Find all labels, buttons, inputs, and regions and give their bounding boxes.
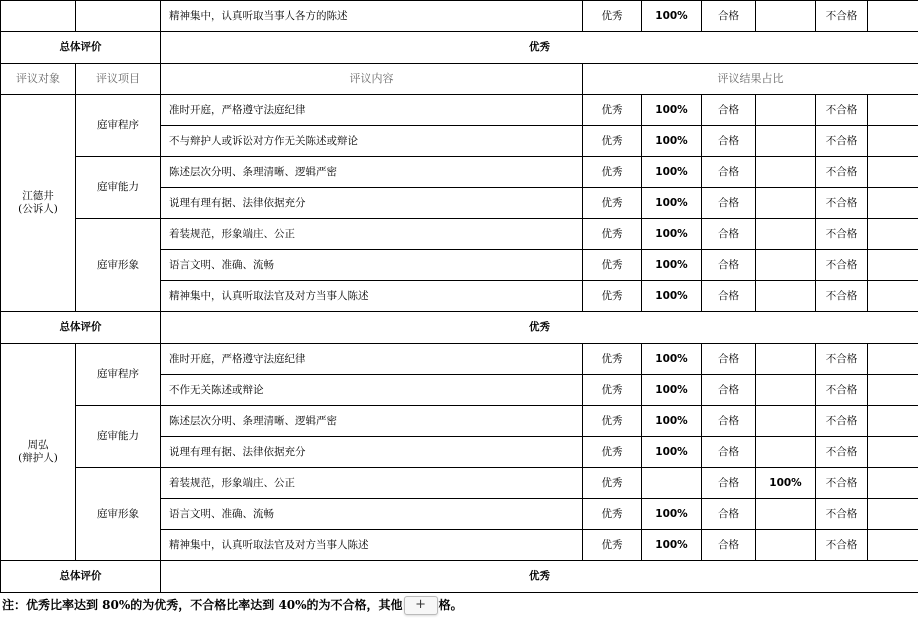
content-cell: 陈述层次分明、条理清晰、逻辑严密 [161, 406, 583, 437]
table-row [1, 1, 918, 32]
pass-pct-cell [756, 281, 816, 312]
pass-pct-cell [756, 437, 816, 468]
fail-pct-cell [868, 95, 918, 126]
excellent-pct-cell: 100% [642, 1, 702, 32]
fail-cell: 不合格 [816, 1, 868, 32]
excellent-cell: 优秀 [583, 1, 642, 32]
excellent-cell: 优秀 [583, 499, 642, 530]
table-row [1, 219, 918, 250]
pass-pct-cell [756, 219, 816, 250]
fail-cell: 不合格 [816, 126, 868, 157]
fail-pct-cell [868, 157, 918, 188]
content-cell: 不与辩护人或诉讼对方作无关陈述或辩论 [161, 126, 583, 157]
fail-cell: 不合格 [816, 188, 868, 219]
fail-cell: 不合格 [816, 281, 868, 312]
excellent-pct-cell: 100% [642, 375, 702, 406]
subject-name: 江德井 [22, 190, 54, 203]
item-cell: 庭审程序 [76, 95, 161, 157]
pass-cell: 合格 [702, 437, 756, 468]
excellent-pct-cell: 100% [642, 95, 702, 126]
table-row [1, 344, 918, 375]
content-cell: 精神集中，认真听取当事人各方的陈述 [161, 1, 583, 32]
excellent-pct-cell: 100% [642, 344, 702, 375]
fail-pct-cell [868, 1, 918, 32]
pass-cell: 合格 [702, 468, 756, 499]
footnote [2, 596, 463, 615]
summary-value: 优秀 [161, 32, 918, 64]
pass-cell: 合格 [702, 530, 756, 561]
content-cell: 不作无关陈述或辩论 [161, 375, 583, 406]
summary-label: 总体评价 [1, 312, 161, 344]
excellent-cell: 优秀 [583, 157, 642, 188]
table-row [1, 468, 918, 499]
pass-cell: 合格 [702, 219, 756, 250]
pass-pct-cell [756, 250, 816, 281]
item-cell: 庭审能力 [76, 406, 161, 468]
pass-pct-cell [756, 126, 816, 157]
item-cell [76, 1, 161, 32]
excellent-cell: 优秀 [583, 219, 642, 250]
pass-cell: 合格 [702, 281, 756, 312]
excellent-cell: 优秀 [583, 188, 642, 219]
header-content: 评议内容 [161, 64, 583, 95]
pass-cell: 合格 [702, 1, 756, 32]
fail-pct-cell [868, 437, 918, 468]
summary-label: 总体评价 [1, 561, 161, 593]
table-row [1, 406, 918, 437]
excellent-pct-cell: 100% [642, 437, 702, 468]
fail-pct-cell [868, 375, 918, 406]
excellent-pct-cell: 100% [642, 126, 702, 157]
fail-cell: 不合格 [816, 344, 868, 375]
excellent-pct-cell [642, 468, 702, 499]
subject-cell [1, 344, 76, 561]
fail-pct-cell [868, 188, 918, 219]
content-cell: 准时开庭，严格遵守法庭纪律 [161, 95, 583, 126]
summary-row [1, 312, 918, 344]
summary-row [1, 561, 918, 593]
item-cell: 庭审能力 [76, 157, 161, 219]
subject-name: 周弘 [27, 439, 49, 452]
fail-pct-cell [868, 219, 918, 250]
fail-pct-cell [868, 250, 918, 281]
excellent-pct-cell: 100% [642, 499, 702, 530]
excellent-pct-cell: 100% [642, 219, 702, 250]
fail-pct-cell [868, 468, 918, 499]
subject-role: (公诉人) [18, 203, 58, 215]
pass-cell: 合格 [702, 344, 756, 375]
item-cell: 庭审程序 [76, 344, 161, 406]
fail-cell: 不合格 [816, 437, 868, 468]
fail-cell: 不合格 [816, 219, 868, 250]
pass-pct-cell: 100% [756, 468, 816, 499]
pass-cell: 合格 [702, 157, 756, 188]
fail-cell: 不合格 [816, 95, 868, 126]
excellent-cell: 优秀 [583, 250, 642, 281]
subject-cell [1, 1, 76, 32]
excellent-cell: 优秀 [583, 95, 642, 126]
plus-button[interactable]: + [404, 596, 438, 615]
summary-value: 优秀 [161, 561, 918, 593]
excellent-pct-cell: 100% [642, 530, 702, 561]
content-cell: 说理有理有据、法律依据充分 [161, 437, 583, 468]
fail-cell: 不合格 [816, 375, 868, 406]
header-item: 评议项目 [76, 64, 161, 95]
excellent-cell: 优秀 [583, 281, 642, 312]
pass-cell: 合格 [702, 499, 756, 530]
content-cell: 语言文明、准确、流畅 [161, 250, 583, 281]
excellent-cell: 优秀 [583, 344, 642, 375]
pass-cell: 合格 [702, 126, 756, 157]
fail-pct-cell [868, 281, 918, 312]
excellent-cell: 优秀 [583, 530, 642, 561]
content-cell: 精神集中，认真听取法官及对方当事人陈述 [161, 281, 583, 312]
fail-pct-cell [868, 126, 918, 157]
excellent-cell: 优秀 [583, 468, 642, 499]
content-cell: 说理有理有据、法律依据充分 [161, 188, 583, 219]
pass-cell: 合格 [702, 250, 756, 281]
footnote-text: 注：优秀比率达到 80%的为优秀，不合格比率达到 40%的为不合格，其他 [2, 598, 403, 612]
summary-value: 优秀 [161, 312, 918, 344]
fail-cell: 不合格 [816, 468, 868, 499]
content-cell: 精神集中，认真听取法官及对方当事人陈述 [161, 530, 583, 561]
evaluation-table-body [1, 1, 918, 593]
pass-pct-cell [756, 406, 816, 437]
excellent-pct-cell: 100% [642, 188, 702, 219]
excellent-pct-cell: 100% [642, 250, 702, 281]
header-row [1, 64, 918, 95]
content-cell: 着装规范，形象端庄、公正 [161, 468, 583, 499]
excellent-pct-cell: 100% [642, 406, 702, 437]
excellent-cell: 优秀 [583, 406, 642, 437]
footnote-text-end: 格。 [438, 598, 463, 612]
header-subject: 评议对象 [1, 64, 76, 95]
pass-cell: 合格 [702, 406, 756, 437]
header-result: 评议结果占比 [583, 64, 918, 95]
pass-cell: 合格 [702, 375, 756, 406]
subject-cell [1, 95, 76, 312]
excellent-pct-cell: 100% [642, 157, 702, 188]
content-cell: 着装规范，形象端庄、公正 [161, 219, 583, 250]
fail-pct-cell [868, 344, 918, 375]
item-cell: 庭审形象 [76, 219, 161, 312]
excellent-cell: 优秀 [583, 437, 642, 468]
excellent-pct-cell: 100% [642, 281, 702, 312]
summary-label: 总体评价 [1, 32, 161, 64]
content-cell: 准时开庭，严格遵守法庭纪律 [161, 344, 583, 375]
pass-pct-cell [756, 157, 816, 188]
fail-cell: 不合格 [816, 530, 868, 561]
pass-cell: 合格 [702, 188, 756, 219]
pass-pct-cell [756, 375, 816, 406]
content-cell: 语言文明、准确、流畅 [161, 499, 583, 530]
fail-pct-cell [868, 530, 918, 561]
summary-row [1, 32, 918, 64]
pass-cell: 合格 [702, 95, 756, 126]
table-row [1, 157, 918, 188]
pass-pct-cell [756, 530, 816, 561]
table-row [1, 95, 918, 126]
content-cell: 陈述层次分明、条理清晰、逻辑严密 [161, 157, 583, 188]
pass-pct-cell [756, 95, 816, 126]
fail-cell: 不合格 [816, 157, 868, 188]
pass-pct-cell [756, 499, 816, 530]
pass-pct-cell [756, 1, 816, 32]
fail-pct-cell [868, 499, 918, 530]
pass-pct-cell [756, 344, 816, 375]
subject-role: (辩护人) [18, 452, 58, 464]
excellent-cell: 优秀 [583, 375, 642, 406]
fail-cell: 不合格 [816, 499, 868, 530]
item-cell: 庭审形象 [76, 468, 161, 561]
fail-cell: 不合格 [816, 406, 868, 437]
excellent-cell: 优秀 [583, 126, 642, 157]
fail-cell: 不合格 [816, 250, 868, 281]
pass-pct-cell [756, 188, 816, 219]
fail-pct-cell [868, 406, 918, 437]
